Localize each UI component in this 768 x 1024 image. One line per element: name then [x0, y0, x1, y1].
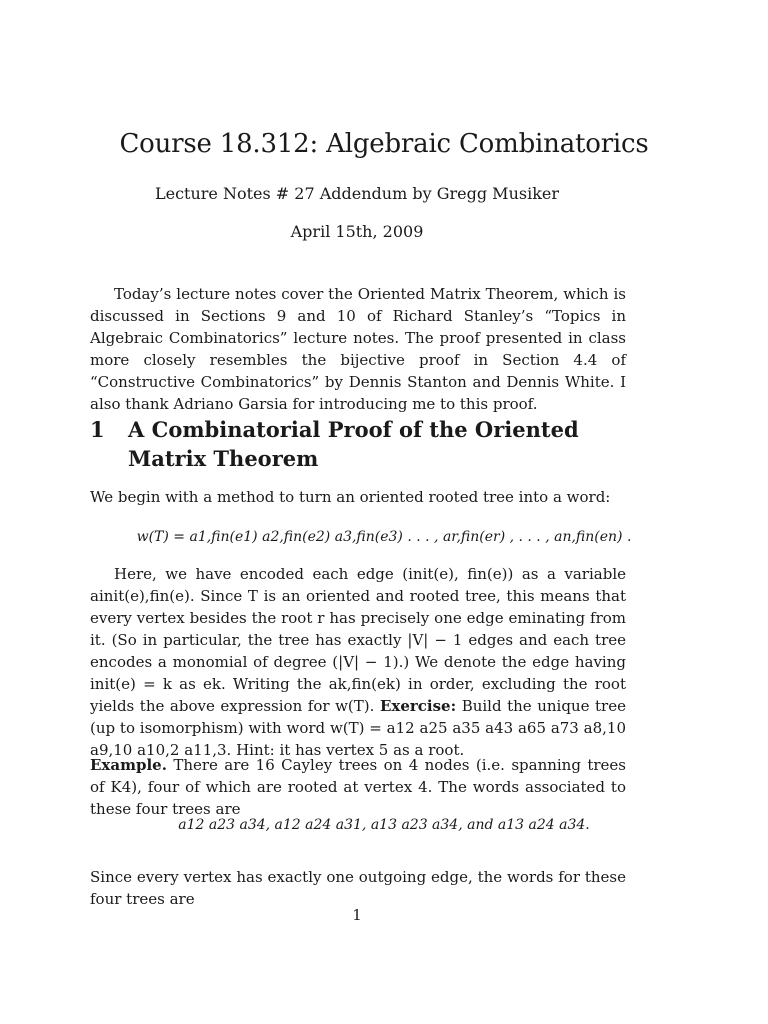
- example-text: There are 16 Cayley trees on 4 nodes (i.e. spanning trees of K4), four of which are rooted at vertex 4. The words associated to these four trees are: [90, 756, 626, 818]
- page-number: 1: [352, 906, 362, 924]
- encoding-text: Here, we have encoded each edge (init(e), fin(e)) as a variable ainit(e),fin(e). Since T is an oriented and rooted tree, this means that every vertex besides the root r has precisely one edge eminating from it. (So in particular, the tree has exactly |V| − 1 edges and each tree encodes a monomial of degree (|V| − 1).) We denote the edge having init(e) = k as ek. Writing the ak,fin(ek) in order, excluding the root yields the above expression for w(T).: [90, 565, 626, 715]
- section-number: 1: [90, 417, 105, 442]
- example-label: Example.: [90, 756, 167, 774]
- example-words-equation: a12 a23 a34, a12 a24 a31, a13 a23 a34, and a13 a24 a34.: [178, 817, 590, 833]
- lecture-date: April 15th, 2009: [290, 222, 424, 241]
- example-paragraph: [90, 754, 626, 820]
- encoding-paragraph: [90, 563, 626, 761]
- begin-paragraph: We begin with a method to turn an oriented rooted tree into a word:: [90, 488, 611, 506]
- intro-paragraph: Today’s lecture notes cover the Oriented Matrix Theorem, which is discussed in Sections 9 and 10 of Richard Stanley’s “Topics in Algebraic Combinatorics” lecture notes. The proof presented in class more closely resembles the bijective proof in Section 4.4 of “Constructive Combinatorics” by Dennis Stanton and Dennis White. I also thank Adriano Garsia for introducing me to this proof.: [90, 285, 626, 413]
- lecture-subtitle: Lecture Notes # 27 Addendum by Gregg Musiker: [154, 184, 560, 203]
- page-title: Course 18.312: Algebraic Combinatorics: [119, 129, 649, 159]
- since-paragraph: Since every vertex has exactly one outgoing edge, the words for these four trees are: [90, 868, 626, 908]
- section-title: A Combinatorial Proof of the Oriented Matrix Theorem: [128, 417, 579, 471]
- word-equation: w(T) = a1,fin(e1) a2,fin(e2) a3,fin(e3) . . . , ar,fin(er) , . . . , an,fin(en) .: [136, 529, 632, 545]
- exercise-label: Exercise:: [379, 697, 457, 715]
- exercise-text: Build the unique tree (up to isomorphism) with word w(T) = a12 a25 a35 a43 a65 a73 a8,10 a9,10 a10,2 a11,3. Hint: it has vertex 5 as a root.: [90, 697, 626, 759]
